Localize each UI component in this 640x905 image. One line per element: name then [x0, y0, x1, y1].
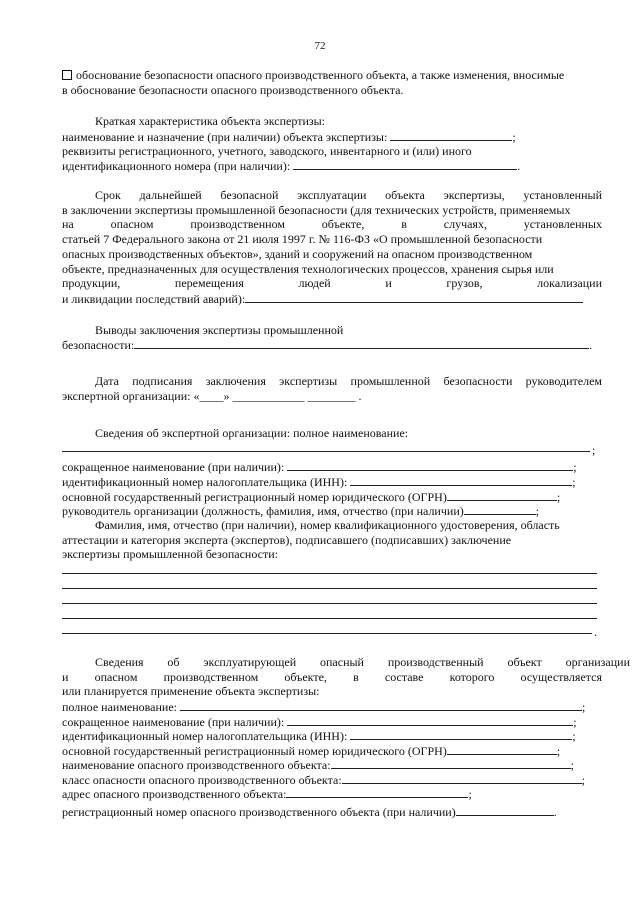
object-name-field[interactable] — [390, 129, 512, 141]
expert-org-ogrn-field[interactable] — [447, 489, 557, 501]
operator-text-3: или планируется применение объекта экспертизы: — [62, 684, 320, 698]
expert-org-full-name-field[interactable] — [62, 451, 590, 452]
operator-inn-line: идентификационный номер налогоплательщика (ИНН): ; — [62, 729, 576, 743]
operator-short-name-line: сокращенное наименование (при наличии): ; — [62, 715, 577, 729]
expert-org-inn-field[interactable] — [350, 474, 572, 486]
expert-org-heading: Сведения об экспертной организации: полное наименование: — [95, 426, 409, 440]
operator-address-label: адрес опасного производственного объекта: — [62, 787, 287, 801]
operator-reg-number-label: регистрационный номер опасного производственного объекта (при наличии) — [62, 805, 456, 819]
service-life-text-4: статьей 7 Федерального закона от 21 июля 1997 г. № 116-ФЗ «О промышленной безопасности — [62, 232, 543, 246]
service-life-text-6: объекте, предназначенных для осуществления технологических процессов, хранения сырья или — [62, 262, 554, 276]
operator-address-line: адрес опасного производственного объекта: ; — [62, 787, 472, 801]
expert-org-head-field[interactable] — [464, 503, 536, 515]
object-id-line: идентификационного номера (при наличии): . — [62, 159, 521, 173]
experts-text-2: аттестации и категория эксперта (экспертов), подписавшего (подписавших) заключение — [62, 533, 512, 547]
checkbox-line — [62, 68, 602, 82]
experts-field-line[interactable] — [62, 618, 597, 619]
expert-org-ogrn-label: основной государственный регистрационный номер юридического (ОГРН) — [62, 490, 447, 504]
signing-date-field[interactable]: экспертной организации: «____» ____________ ________ . — [62, 389, 362, 403]
signing-date-text: Дата подписания заключения экспертизы промышленной безопасности руководителем — [95, 374, 602, 388]
object-name-line: наименование и назначение (при наличии) объекта экспертизы: ; — [62, 130, 516, 144]
operator-text-1: Сведения об эксплуатирующей опасный производственный объект организации — [95, 655, 630, 669]
expert-org-inn-line: идентификационный номер налогоплательщика (ИНН): ; — [62, 475, 576, 489]
separator: ; — [592, 443, 596, 457]
operator-full-name-field[interactable] — [180, 699, 582, 711]
operator-short-name-field[interactable] — [287, 714, 573, 726]
operator-inn-label: идентификационный номер налогоплательщика (ИНН): — [62, 729, 348, 743]
expert-org-short-name-field[interactable] — [287, 459, 573, 471]
operator-full-name-label: полное наименование: — [62, 700, 177, 714]
operator-inn-field[interactable] — [350, 728, 572, 740]
conclusions-line: безопасности: . — [62, 338, 593, 352]
operator-hpo-name-field[interactable] — [331, 757, 571, 769]
object-id-label: идентификационного номера (при наличии): — [62, 159, 291, 173]
experts-field-line[interactable] — [62, 573, 597, 574]
service-life-text-5: опасных производственных объектов», зданий и сооружений на опасном производственном — [62, 247, 533, 261]
operator-hpo-name-label: наименование опасного производственного объекта: — [62, 758, 331, 772]
operator-ogrn-line: основной государственный регистрационный номер юридического (ОГРН) ; — [62, 744, 561, 758]
operator-address-field[interactable] — [286, 786, 468, 798]
separator: . — [594, 625, 597, 639]
expert-org-short-name-line: сокращенное наименование (при наличии): ; — [62, 460, 577, 474]
operator-ogrn-field[interactable] — [447, 743, 557, 755]
experts-field-line[interactable] — [62, 588, 597, 589]
conclusions-label: безопасности: — [62, 338, 135, 352]
checkbox-label: обоснование безопасности опасного производственного объекта, а также изменения, вносимые — [76, 68, 565, 82]
experts-text-1: Фамилия, имя, отчество (при наличии), номер квалификационного удостоверения, область — [95, 518, 560, 532]
operator-hazard-class-label: класс опасности опасного производственного объекта: — [62, 773, 342, 787]
service-life-line-8 — [62, 291, 602, 306]
page-number: 72 — [314, 40, 326, 52]
experts-field-line[interactable] — [62, 633, 592, 634]
operator-short-name-label: сокращенное наименование (при наличии): — [62, 715, 285, 729]
operator-reg-number-line: регистрационный номер опасного производственного объекта (при наличии) . — [62, 805, 557, 819]
object-summary-heading: Краткая характеристика объекта экспертизы: — [95, 114, 326, 128]
operator-hazard-class-line: класс опасности опасного производственного объекта: ; — [62, 773, 585, 787]
expert-org-ogrn-line: основной государственный регистрационный номер юридического (ОГРН) ; — [62, 490, 561, 504]
expert-org-head-line: руководитель организации (должность, фамилия, имя, отчество (при наличии) ; — [62, 504, 540, 518]
operator-hpo-name-line: наименование опасного производственного объекта: ; — [62, 758, 574, 772]
conclusions-field[interactable] — [134, 337, 589, 349]
service-life-label: и ликвидации последствий аварий): — [62, 292, 246, 306]
operator-ogrn-label: основной государственный регистрационный номер юридического (ОГРН) — [62, 744, 447, 758]
service-life-text-2: в заключении экспертизы промышленной безопасности (для технических устройств, применяемых — [62, 203, 571, 217]
conclusions-heading: Выводы заключения экспертизы промышленной — [95, 323, 344, 337]
operator-hazard-class-field[interactable] — [342, 772, 582, 784]
object-name-label: наименование и назначение (при наличии) объекта экспертизы: — [62, 130, 388, 144]
service-life-text-3: на опасном производственном объекте, в случаях, установленных — [62, 217, 602, 231]
expert-org-short-name-label: сокращенное наименование (при наличии): — [62, 460, 285, 474]
checkbox-icon[interactable] — [62, 70, 72, 80]
service-life-text-1: Срок дальнейшей безопасной эксплуатации объекта экспертизы, установленный — [95, 188, 602, 202]
operator-text-2: и опасном производственном объекте, в составе которого осуществляется — [62, 670, 602, 684]
checkbox-line-cont: в обоснование безопасности опасного производственного объекта. — [62, 83, 404, 97]
service-life-text-7: продукции, перемещения людей и грузов, локализации — [62, 276, 602, 290]
object-requisites-label: реквизиты регистрационного, учетного, заводского, инвентарного и (или) иного — [62, 144, 472, 158]
experts-text-3: экспертизы промышленной безопасности: — [62, 547, 278, 561]
experts-field-line[interactable] — [62, 603, 597, 604]
object-id-field[interactable] — [293, 158, 517, 170]
expert-org-head-label: руководитель организации (должность, фамилия, имя, отчество (при наличии) — [62, 504, 464, 518]
service-life-field[interactable] — [245, 291, 583, 303]
expert-org-inn-label: идентификационный номер налогоплательщика (ИНН): — [62, 475, 348, 489]
operator-full-name-line: полное наименование: ; — [62, 700, 586, 714]
operator-reg-number-field[interactable] — [456, 804, 554, 816]
